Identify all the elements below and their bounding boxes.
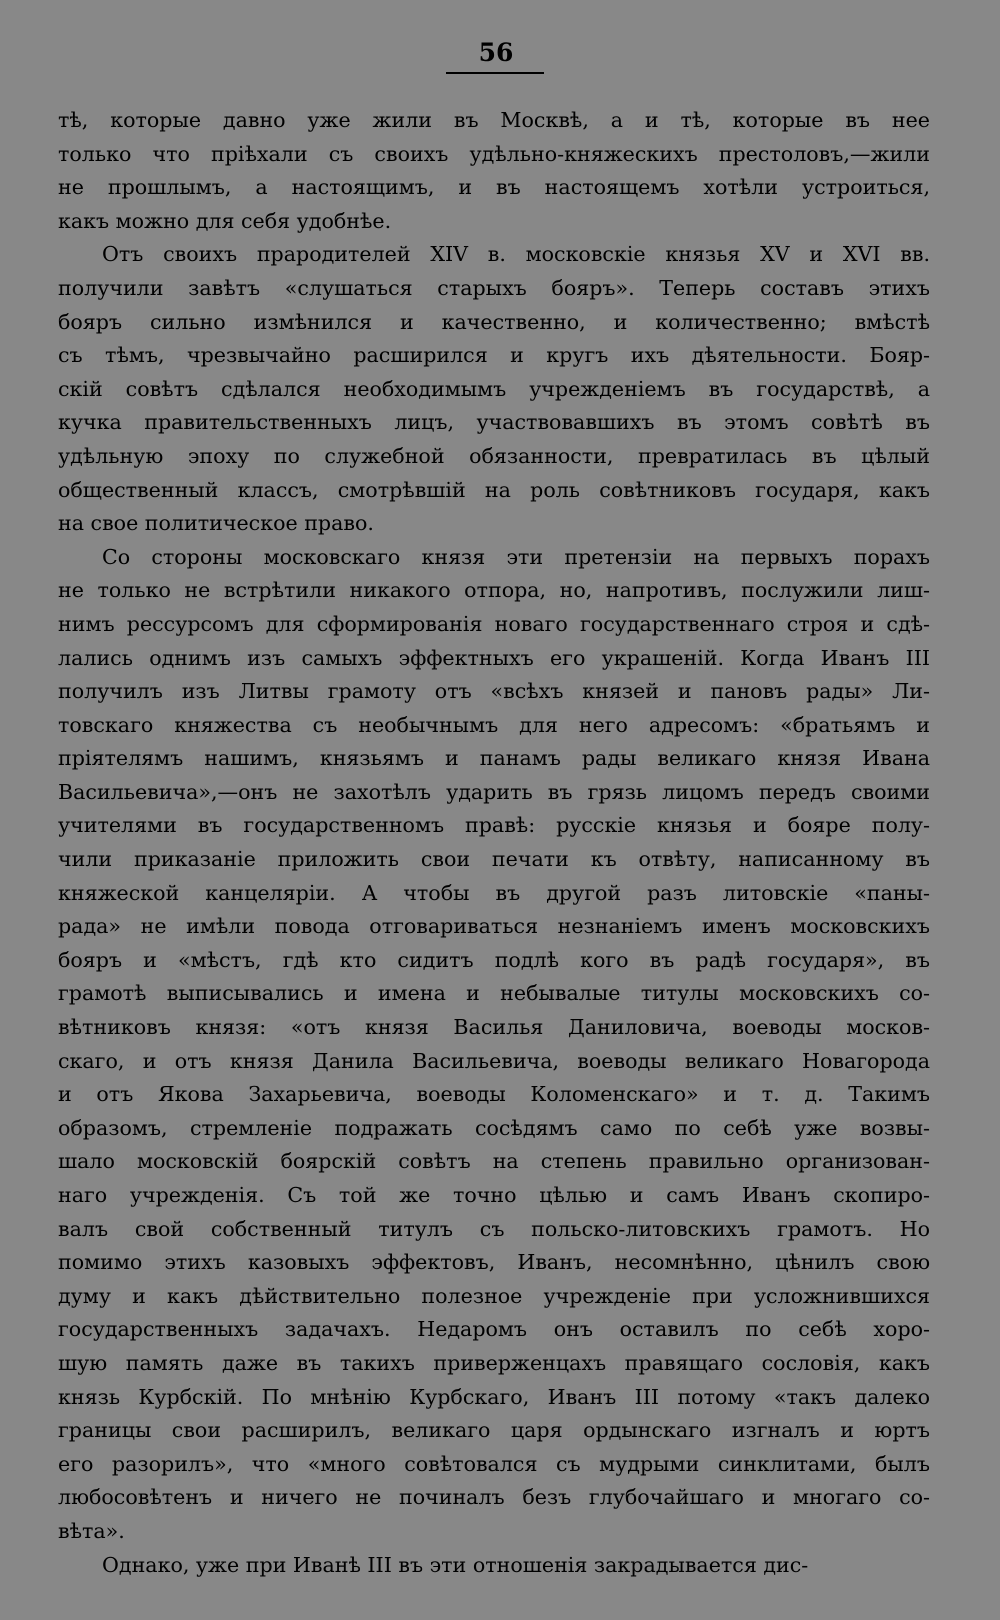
text-line: Васильевича»,—онъ не захотѣлъ ударить въ грязь лицомъ передъ своими (58, 779, 930, 804)
text-line: шую память даже въ такихъ приверженцахъ правящаго сословія, какъ (58, 1350, 930, 1375)
text-line: только что пріѣхали съ своихъ удѣльно-княжескихъ престоловъ,—жили (58, 141, 930, 166)
text-line: лались однимъ изъ самыхъ эффектныхъ его украшеній. Когда Иванъ III (58, 645, 930, 670)
text-line: какъ можно для себя удобнѣе. (58, 208, 392, 233)
text-line: нимъ рессурсомъ для сформированія новаго государственнаго строя и сдѣ- (58, 611, 930, 636)
text-line: скій совѣтъ сдѣлался необходимымъ учрежденіемъ въ государствѣ, а (58, 376, 930, 401)
text-line: получили завѣтъ «слушаться старыхъ бояръ». Теперь составъ этихъ (58, 275, 930, 300)
text-line: на свое политическое право. (58, 511, 374, 536)
text-line: и отъ Якова Захарьевича, воеводы Коломенскаго» и т. д. Такимъ (58, 1082, 930, 1107)
text-line: удѣльную эпоху по служебной обязанности, превратилась въ цѣлый (58, 443, 930, 468)
text-line: рада» не имѣли повода отговариваться незнаніемъ именъ московскихъ (58, 914, 930, 939)
text-line: учителями въ государственномъ правѣ: русскіе князья и бояре полу- (58, 813, 930, 838)
text-line: его разорилъ», что «много совѣтовался съ мудрыми синклитами, былъ (58, 1451, 930, 1476)
text-line: не прошлымъ, а настоящимъ, и въ настоящемъ хотѣли устроиться, (58, 175, 930, 200)
text-line: наго учрежденія. Съ той же точно цѣлью и самъ Иванъ скопиро- (58, 1183, 930, 1207)
text-line: князь Курбскій. По мнѣнію Курбскаго, Иванъ III потому «такъ далеко (58, 1384, 930, 1409)
page-number: 56 (478, 38, 514, 67)
text-line: вѣта». (58, 1518, 125, 1543)
text-line: Отъ своихъ прародителей XIV в. московскіе князья XV и XVI вв. (102, 242, 930, 267)
text-line: тѣ, которые давно уже жили въ Москвѣ, а и тѣ, которые въ нее (58, 108, 930, 132)
text-line: съ тѣмъ, чрезвычайно расширился и кругъ ихъ дѣятельности. Бояр- (58, 343, 930, 368)
page-number-rule (446, 72, 544, 74)
text-line: чили приказаніе приложить свои печати къ отвѣту, написанному въ (58, 847, 930, 872)
text-line: товскаго княжества съ необычнымъ для него адресомъ: «братьямъ и (58, 712, 930, 737)
text-line: валъ свой собственный титулъ съ польско-литовскихъ грамотъ. Но (58, 1216, 930, 1241)
paragraph (58, 1549, 930, 1583)
text-line: помимо этихъ казовыхъ эффектовъ, Иванъ, несомнѣнно, цѣнилъ свою (58, 1250, 930, 1275)
paragraph (58, 541, 930, 1549)
text-line: шало московскій боярскій совѣтъ на степень правильно организован- (58, 1149, 930, 1174)
text-line: Однако, уже при Иванѣ III въ эти отношенія закрадывается дис- (102, 1552, 809, 1577)
text-line: образомъ, стремленіе подражать сосѣдямъ само по себѣ уже возвы- (58, 1115, 930, 1140)
text-line: грамотѣ выписывались и имена и небывалые титулы московскихъ со- (58, 981, 930, 1006)
text-line: государственныхъ задачахъ. Недаромъ онъ оставилъ по себѣ хоро- (58, 1317, 930, 1342)
paragraph (58, 104, 930, 238)
paragraph (58, 238, 930, 540)
text-line: пріятелямъ нашимъ, князьямъ и панамъ рады великаго князя Ивана (58, 746, 930, 771)
text-line: общественный классъ, смотрѣвшій на роль совѣтниковъ государя, какъ (58, 477, 930, 502)
text-line: любосовѣтенъ и ничего не починалъ безъ глубочайшаго и многаго со- (58, 1485, 930, 1510)
text-line: княжеской канцеляріи. А чтобы въ другой разъ литовскіе «паны- (58, 880, 930, 905)
text-line: кучка правительственныхъ лицъ, участвовавшихъ въ этомъ совѣтѣ въ (58, 410, 930, 435)
text-line: скаго, и отъ князя Данила Васильевича, воеводы великаго Новагорода (58, 1048, 930, 1073)
body-text (58, 104, 930, 1582)
text-line: получилъ изъ Литвы грамоту отъ «всѣхъ князей и пановъ рады» Ли- (58, 679, 930, 704)
text-line: бояръ сильно измѣнился и качественно, и количественно; вмѣстѣ (58, 309, 930, 334)
text-line: вѣтниковъ князя: «отъ князя Василья Даниловича, воеводы москов- (58, 1015, 930, 1040)
text-line: Со стороны московскаго князя эти претензіи на первыхъ порахъ (102, 544, 930, 569)
text-line: бояръ и «мѣстъ, гдѣ кто сидитъ подлѣ кого въ радѣ государя», въ (58, 947, 930, 972)
text-line: думу и какъ дѣйствительно полезное учрежденіе при усложнившихся (58, 1283, 930, 1308)
text-line: границы свои расширилъ, великаго царя ордынскаго изгналъ и юртъ (58, 1418, 930, 1443)
text-line: не только не встрѣтили никакого отпора, но, напротивъ, послужили лиш- (58, 578, 930, 603)
